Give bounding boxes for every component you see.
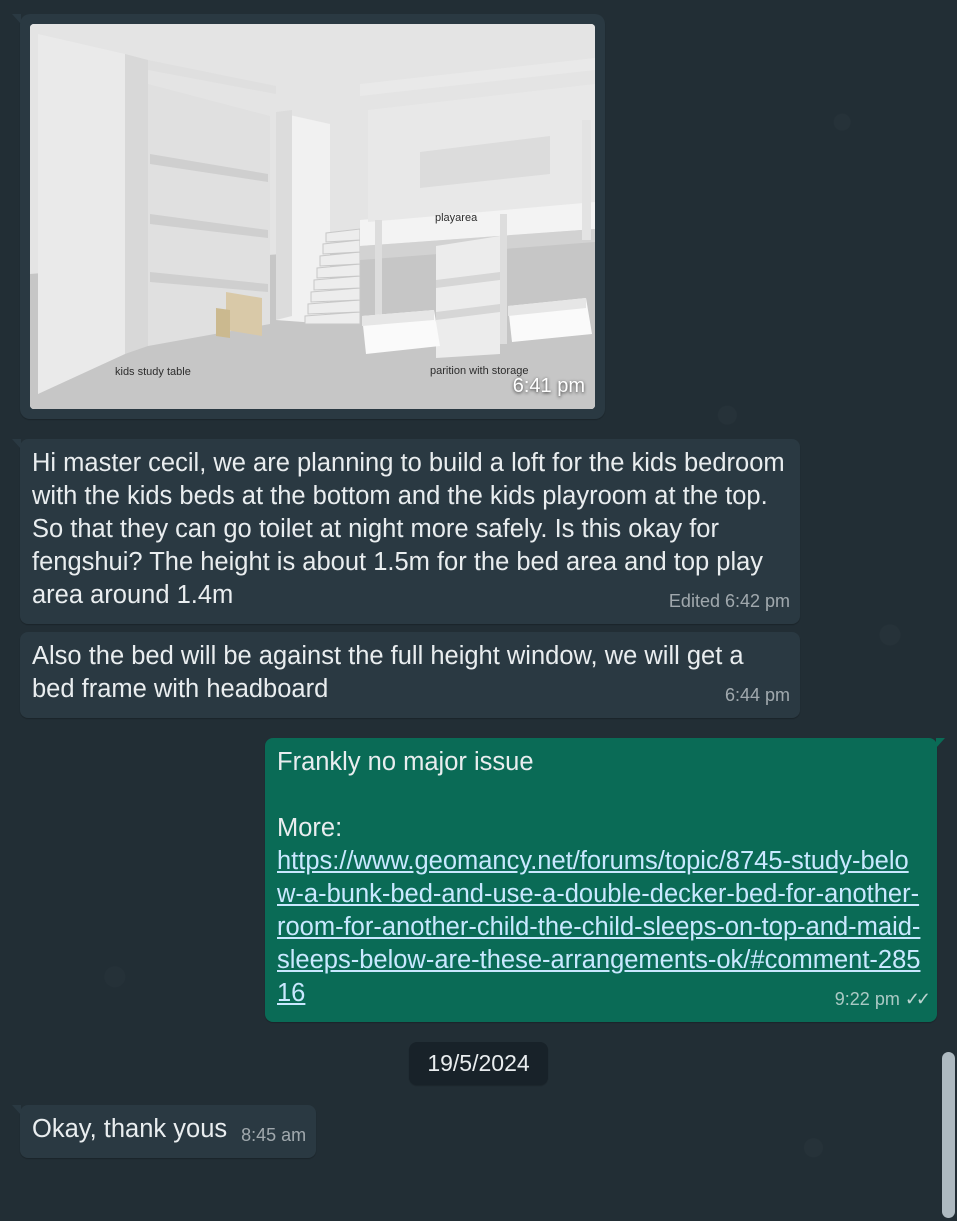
image-label-partition: parition with storage <box>430 365 529 377</box>
image-timestamp: 6:41 pm <box>512 375 585 397</box>
date-divider: 19/5/2024 <box>409 1042 547 1085</box>
read-receipt-icon: ✓✓ <box>904 989 927 1009</box>
reply-link[interactable]: https://www.geomancy.net/forums/topic/8745-study-below-a-bunk-bed-and-use-a-double-decker-bed-for-another-room-for-another-child-the-child-sleeps-on-top-and-maid-sleeps-below-are-these-arrangements-ok/#comment-28516 <box>277 847 921 1007</box>
reply-line-1: Frankly no major issue <box>277 748 534 776</box>
message-row-image <box>20 0 937 419</box>
message-timestamp: 8:45 am <box>241 1125 307 1145</box>
message-meta <box>241 1119 306 1152</box>
message-row-thanks <box>20 1105 937 1158</box>
message-timestamp: 9:22 pm <box>834 989 900 1009</box>
message-timestamp: 6:44 pm <box>724 685 790 705</box>
message-text: Hi master cecil, we are planning to build a loft for the kids bedroom with the kids beds at the bottom and the kids playroom at the top. So that they can go toilet at night more safely. Is this okay for fengshui? The height is about 1.5m for the bed area and top play area around 1.4m <box>32 449 785 609</box>
reply-line-2: More: <box>277 814 343 842</box>
chat-scrollbar-thumb[interactable] <box>942 1052 955 1218</box>
render-3d-loft-bedroom <box>30 24 595 409</box>
message-meta <box>835 983 927 1016</box>
message-row-loft-question <box>20 439 937 624</box>
message-bubble-thanks[interactable] <box>20 1105 316 1158</box>
message-row-bed-window <box>20 632 937 718</box>
image-label-playarea: playarea <box>435 212 478 224</box>
message-text: Also the bed will be against the full height window, we will get a bed frame with headboard <box>32 642 744 703</box>
message-bubble-reply[interactable] <box>265 738 937 1022</box>
image-message-bubble[interactable] <box>20 14 605 419</box>
message-bubble-loft-question[interactable] <box>20 439 800 624</box>
message-text: Okay, thank yous <box>32 1115 228 1143</box>
attached-image[interactable] <box>30 24 595 409</box>
message-timestamp: Edited 6:42 pm <box>668 591 790 611</box>
message-row-reply <box>20 738 937 1022</box>
message-row-date-divider <box>20 1042 937 1085</box>
message-meta <box>669 585 790 618</box>
loft-render-illustration <box>30 24 595 409</box>
message-meta <box>725 679 790 712</box>
message-bubble-bed-window[interactable] <box>20 632 800 718</box>
image-label-study-table: kids study table <box>115 366 191 378</box>
